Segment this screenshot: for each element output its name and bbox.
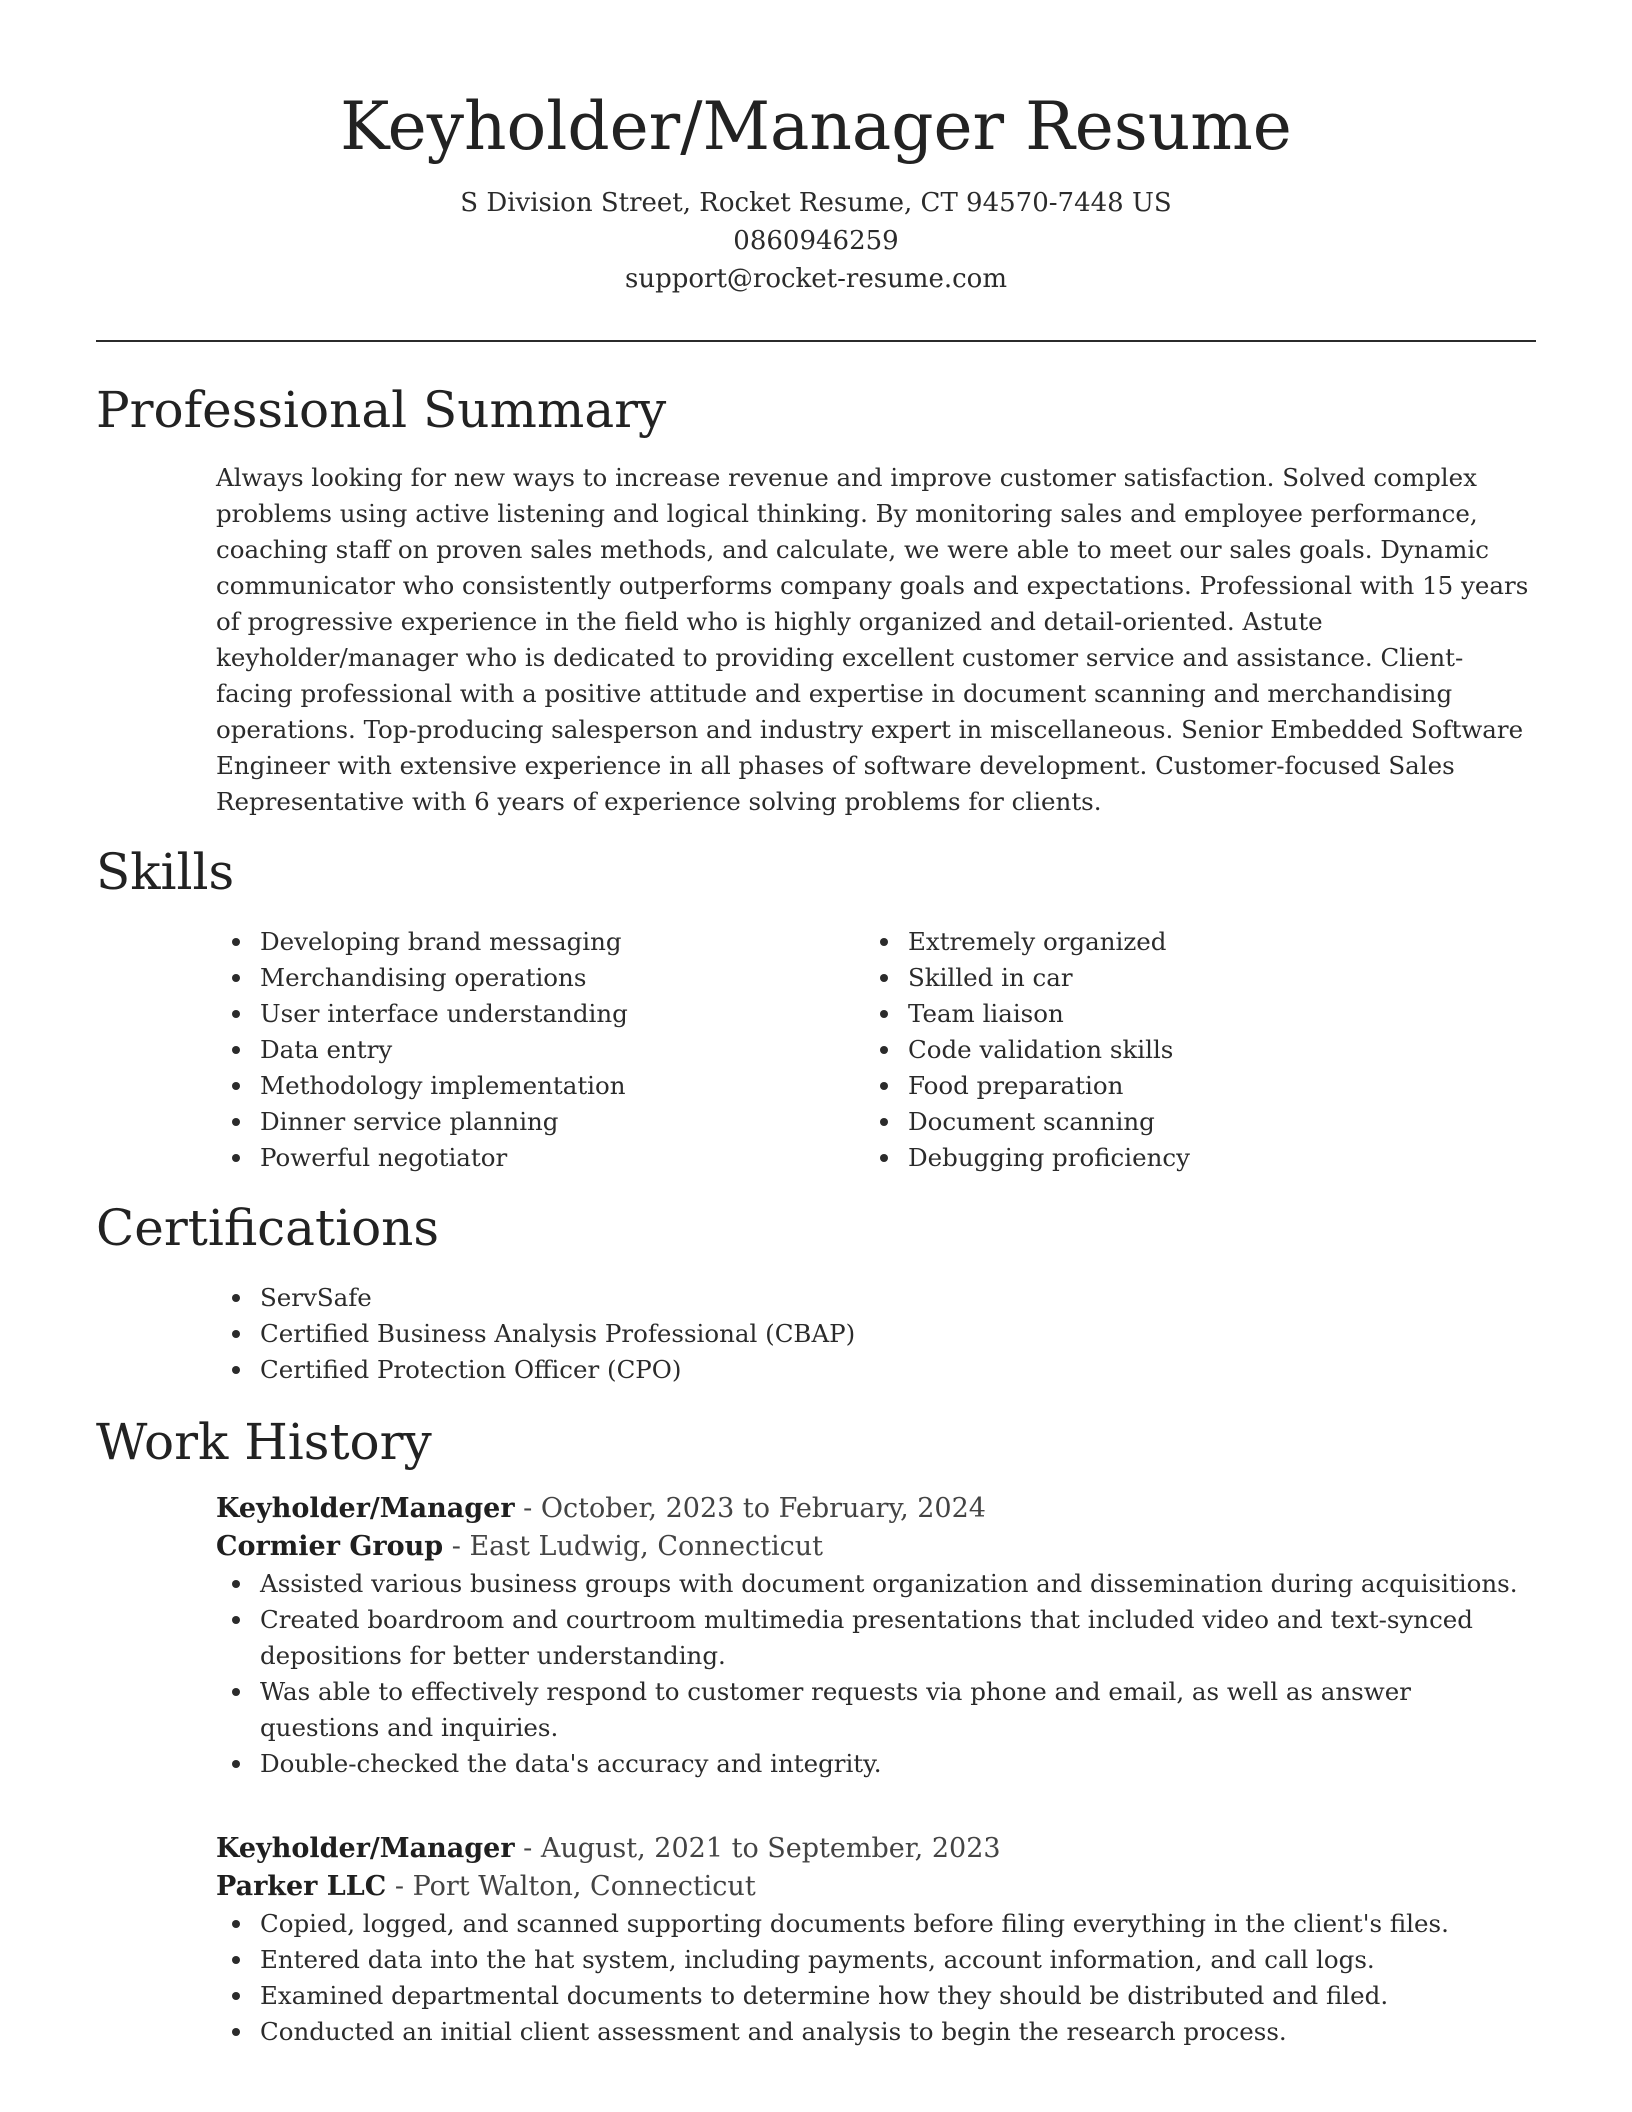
job-duty-item: Examined departmental documents to determine how they should be distributed and filed. (216, 1978, 1536, 2014)
skill-item: Dinner service planning (216, 1104, 856, 1140)
certification-item: Certified Business Analysis Professional (CBAP) (216, 1316, 1536, 1352)
certification-item: Certified Protection Officer (CPO) (216, 1352, 1536, 1388)
contact-phone: 0860946259 (733, 226, 899, 256)
contact-address: S Division Street, Rocket Resume, CT 94570-7448 US (460, 188, 1172, 218)
job-title-line (216, 1490, 1536, 1528)
certifications-heading: Certifications (96, 1199, 440, 1257)
job-company: Parker LLC (216, 1871, 387, 1902)
skill-item: Code validation skills (864, 1032, 1504, 1068)
skill-item: Extremely organized (864, 924, 1504, 960)
skills-heading: Skills (96, 843, 235, 901)
job-company-line (216, 1868, 1536, 1906)
skill-item: Merchandising operations (216, 960, 856, 996)
job-duty-item: Conducted an initial client assessment and analysis to begin the research process. (216, 2014, 1536, 2050)
skill-item: User interface understanding (216, 996, 856, 1032)
job-location: - East Ludwig, Connecticut (443, 1531, 823, 1562)
job-duties-list (216, 1566, 1536, 1782)
skills-list-right (864, 924, 1504, 1176)
job-duty-item: Created boardroom and courtroom multimedia presentations that included video and text-synced depositions for better understanding. (216, 1602, 1536, 1674)
skills-column-right (864, 924, 1504, 1176)
skills-column-left (216, 924, 856, 1176)
job-company: Cormier Group (216, 1531, 444, 1562)
skill-item: Debugging proficiency (864, 1140, 1504, 1176)
summary-heading: Professional Summary (96, 381, 667, 439)
job-duty-item: Copied, logged, and scanned supporting documents before filing everything in the client's files. (216, 1906, 1536, 1942)
job-title-line (216, 1830, 1536, 1868)
skill-item: Document scanning (864, 1104, 1504, 1140)
job-location: - Port Walton, Connecticut (386, 1871, 756, 1902)
job-duty-item: Was able to effectively respond to customer requests via phone and email, as well as answer questions and inquiries. (216, 1674, 1536, 1746)
job-duties-list (216, 1906, 1536, 2050)
job-title: Keyholder/Manager (216, 1833, 515, 1864)
job-duty-item: Double-checked the data's accuracy and integrity. (216, 1746, 1536, 1782)
resume-header (96, 80, 1536, 298)
job-title: Keyholder/Manager (216, 1493, 515, 1524)
contact-email: support@rocket-resume.com (624, 264, 1007, 294)
certification-item: ServSafe (216, 1280, 1536, 1316)
skill-item: Data entry (216, 1032, 856, 1068)
certifications-list (216, 1280, 1536, 1388)
header-divider (96, 340, 1536, 342)
skill-item: Developing brand messaging (216, 924, 856, 960)
job-dates: - October, 2023 to February, 2024 (514, 1493, 986, 1524)
job-company-line (216, 1528, 1536, 1566)
certifications-block (216, 1280, 1536, 1388)
skill-item: Team liaison (864, 996, 1504, 1032)
summary-text: Always looking for new ways to increase revenue and improve customer satisfaction. Solved complex problems using active listening and logical thinking. By monitoring sales and employee performance, coaching staff on proven sales methods, and calculate, we were able to meet our sales goals. Dynamic communicator who consistently outperforms company goals and expectations. Professional with 15 years of progressive experience in the field who is highly organized and detail-oriented. Astute keyholder/manager who is dedicated to providing excellent customer service and assistance. Client-facing professional with a positive attitude and expertise in document scanning and merchandising operations. Top-producing salesperson and industry expert in miscellaneous. Senior Embedded Software Engineer with extensive experience in all phases of software development. Customer-focused Sales Representative with 6 years of experience solving problems for clients. (216, 463, 1529, 816)
skill-item: Food preparation (864, 1068, 1504, 1104)
skill-item: Skilled in car (864, 960, 1504, 996)
resume-title: Keyholder/Manager Resume (340, 88, 1292, 165)
skills-list-left (216, 924, 856, 1176)
job-duty-item: Assisted various business groups with document organization and dissemination during acquisitions. (216, 1566, 1536, 1602)
job-duty-item: Entered data into the hat system, including payments, account information, and call logs. (216, 1942, 1536, 1978)
job-entry (216, 1490, 1536, 1782)
skill-item: Methodology implementation (216, 1068, 856, 1104)
job-entry (216, 1830, 1536, 2050)
skill-item: Powerful negotiator (216, 1140, 856, 1176)
work-history-heading: Work History (96, 1413, 432, 1471)
job-dates: - August, 2021 to September, 2023 (514, 1833, 1001, 1864)
